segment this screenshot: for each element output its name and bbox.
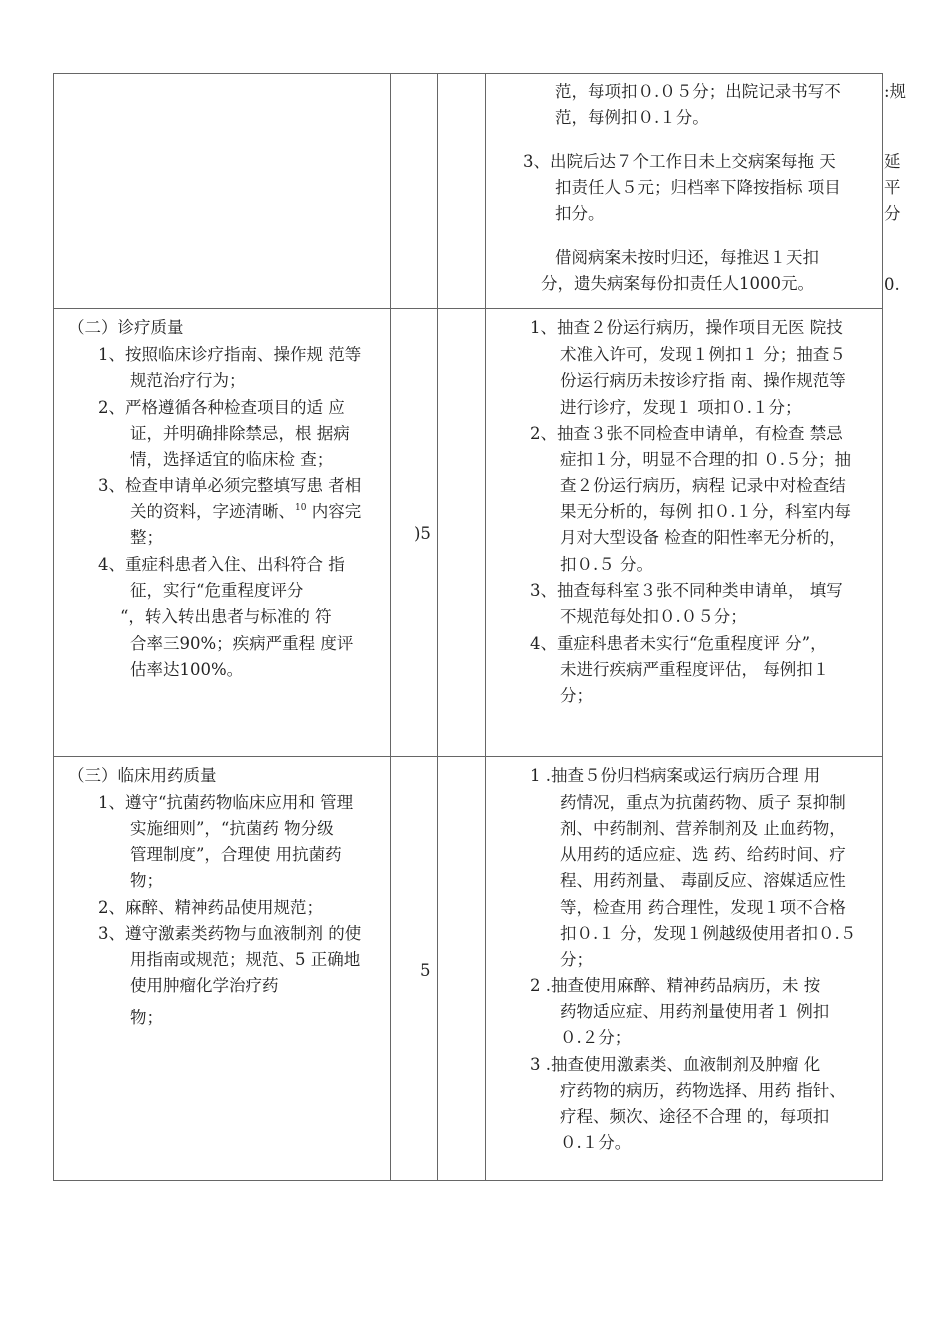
criteria-line: 扣０.５ 分。 bbox=[560, 555, 653, 574]
criteria-line: 药物适应症、用药剂量使用者１ 例扣 bbox=[560, 1002, 830, 1021]
score-value: )5 bbox=[414, 524, 431, 543]
superscript-number: 10 bbox=[295, 503, 307, 513]
criteria-line: 果无分析的，每例 扣０.１分，科室内每 bbox=[560, 502, 851, 521]
requirement-line: 2、严格遵循各种检查项目的适 应 bbox=[98, 398, 345, 417]
criteria-line: 查２份运行病历，病程 记录中对检查结 bbox=[560, 476, 846, 495]
requirement-line: 物； bbox=[130, 871, 163, 890]
criteria-line: 药情况，重点为抗菌药物、质子 泵抑制 bbox=[560, 793, 846, 812]
criteria-line: 1 .抽查５份归档病案或运行病历合理 用 bbox=[530, 766, 821, 785]
requirement-line: 合率三90%；疾病严重程 度评 bbox=[130, 634, 354, 653]
requirement-line: 用指南或规范；规范、5 正确地 bbox=[130, 950, 361, 969]
column-divider-3 bbox=[485, 73, 486, 1180]
requirement-line: 3、检查申请单必须完整填写患 者相 bbox=[98, 476, 362, 495]
margin-note: 0. bbox=[884, 275, 900, 294]
requirement-line: 估率达100%。 bbox=[130, 660, 244, 679]
criteria-line: 4、重症科患者未实行“危重程度评 分”， bbox=[530, 634, 827, 653]
criteria-line: 从用药的适应症、选 药、给药时间、疗 bbox=[560, 845, 846, 864]
criteria-line: 范，每项扣０.０５分；出院记录书写不 bbox=[555, 82, 841, 101]
table-bottom-border bbox=[53, 1180, 883, 1181]
criteria-line: 分，遗失病案每份扣责任人1000元。 bbox=[541, 274, 814, 293]
criteria-line: 范，每例扣０.１分。 bbox=[555, 108, 709, 127]
criteria-line: 借阅病案未按时归还，每推迟１天扣 bbox=[555, 248, 819, 267]
criteria-line: 程、用药剂量、 毒副反应、溶媒适应性 bbox=[560, 871, 846, 890]
criteria-line: 进行诊疗，发现１ 项扣０.１分； bbox=[560, 398, 802, 417]
row-divider-1 bbox=[53, 308, 883, 309]
column-divider-1 bbox=[390, 73, 391, 1180]
requirement-line: 证，并明确排除禁忌，根 据病 bbox=[130, 424, 350, 443]
requirement-line bbox=[130, 498, 361, 522]
criteria-line: 份运行病历未按诊疗指 南、操作规范等 bbox=[560, 371, 846, 390]
requirement-line: 2、麻醉、精神药品使用规范； bbox=[98, 898, 323, 917]
column-divider-2 bbox=[437, 73, 438, 1180]
requirement-line: “，转入转出患者与标准的 符 bbox=[120, 607, 332, 626]
criteria-line: 未进行疾病严重程度评估， 每例扣１ bbox=[560, 660, 830, 679]
requirement-line: 实施细则”，“抗菌药 物分级 bbox=[130, 819, 334, 838]
criteria-line: 分； bbox=[560, 950, 593, 969]
margin-note: 平 bbox=[884, 178, 901, 197]
requirement-line: 管理制度”，合理使 用抗菌药 bbox=[130, 845, 342, 864]
criteria-line: 3、抽查每科室３张不同种类申请单， 填写 bbox=[530, 581, 843, 600]
criteria-line: 2 .抽查使用麻醉、精神药品病历，未 按 bbox=[530, 976, 821, 995]
criteria-line: 扣责任人５元；归档率下降按指标 项目 bbox=[555, 178, 841, 197]
requirement-line: 物； bbox=[130, 1008, 163, 1027]
criteria-line: 分； bbox=[560, 686, 593, 705]
criteria-line: 2、抽查３张不同检查申请单，有检查 禁忌 bbox=[530, 424, 843, 443]
requirement-line: 整； bbox=[130, 528, 163, 547]
criteria-line: 术准入许可，发现１例扣１ 分；抽查５ bbox=[560, 345, 846, 364]
requirement-line: 1、遵守“抗菌药物临床应用和 管理 bbox=[98, 793, 354, 812]
criteria-line: 症扣１分，明显不合理的扣 ０.５分；抽 bbox=[560, 450, 851, 469]
criteria-line: 月对大型设备 检查的阳性率无分析的， bbox=[560, 528, 846, 547]
criteria-line: 扣０.１ 分，发现１例越级使用者扣０.５ bbox=[560, 924, 857, 943]
table-right-border bbox=[882, 73, 883, 1180]
criteria-line: 剂、中药制剂、营养制剂及 止血药物， bbox=[560, 819, 846, 838]
requirement-line: 1、按照临床诊疗指南、操作规 范等 bbox=[98, 345, 362, 364]
requirement-line: 规范治疗行为； bbox=[130, 371, 246, 390]
criteria-line: 1、抽查２份运行病历，操作项目无医 院技 bbox=[530, 318, 843, 337]
requirement-text: 内容完 bbox=[306, 502, 362, 521]
criteria-line: 不规范每处扣０.０５分； bbox=[560, 607, 747, 626]
section-title: （三）临床用药质量 bbox=[68, 766, 217, 785]
requirement-line: 3、遵守激素类药物与血液制剂 的使 bbox=[98, 924, 362, 943]
table-top-border bbox=[53, 73, 883, 74]
section-title: （二）诊疗质量 bbox=[68, 318, 184, 337]
requirement-text: 关的资料，字迹清晰、 bbox=[130, 502, 295, 521]
margin-note: 延 bbox=[884, 152, 901, 171]
criteria-line: 疗药物的病历，药物选择、用药 指针、 bbox=[560, 1081, 846, 1100]
margin-note: :规 bbox=[884, 82, 907, 101]
criteria-line: 疗程、频次、途径不合理 的，每项扣 bbox=[560, 1107, 830, 1126]
row-divider-2 bbox=[53, 756, 883, 757]
criteria-line: 3 .抽查使用激素类、血液制剂及肿瘤 化 bbox=[530, 1055, 821, 1074]
criteria-line: 3、出院后达７个工作日未上交病案每拖 天 bbox=[523, 152, 836, 171]
criteria-line: ０.１分。 bbox=[560, 1133, 632, 1152]
margin-note: 分 bbox=[884, 204, 901, 223]
table-left-border bbox=[53, 73, 54, 1180]
requirement-line: 征，实行“危重程度评分 bbox=[130, 581, 304, 600]
requirement-line: 情，选择适宜的临床检 查； bbox=[130, 450, 334, 469]
criteria-line: 扣分。 bbox=[555, 204, 605, 223]
requirement-line: 使用肿瘤化学治疗药 bbox=[130, 976, 279, 995]
criteria-line: 等，检查用 药合理性，发现１项不合格 bbox=[560, 898, 846, 917]
criteria-line: ０.２分； bbox=[560, 1028, 632, 1047]
score-value: 5 bbox=[420, 961, 431, 980]
requirement-line: 4、重症科患者入住、出科符合 指 bbox=[98, 555, 345, 574]
